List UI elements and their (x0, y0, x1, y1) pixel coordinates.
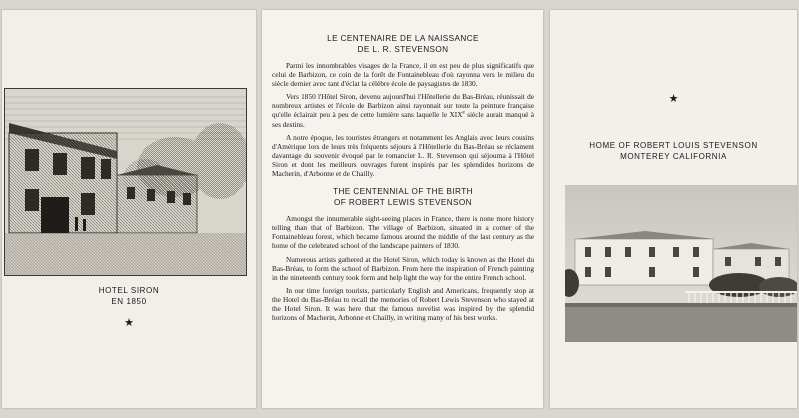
caption-title: HOTEL SIRON (98, 286, 160, 295)
left-panel (2, 10, 256, 408)
star-icon: ★ (124, 317, 134, 329)
french-title (272, 34, 534, 55)
english-title-line1: THE CENTENNIAL OF THE BIRTH (333, 187, 473, 197)
french-paragraph-2-a: Vers 1850 l'Hôtel Siron, devenu aujourd'hui l'Hôtellerie du Bas-Bréau, réunissait de nombreux artistes et l'école de Barbizon ainsi rayonnait sur toute la peinture française qu'elle éclairait peu à peu de cette lumière sans laquelle le XIX (272, 92, 534, 120)
english-paragraph-2: Numerous artists gathered at the Hotel Siron, which today is known as the Hotel du Bas-Bréau, to form the school of Barbizon. From here the inspiration of French painting in the nineteenth century took form and help light the way for the entire French school. (272, 254, 534, 282)
stevenson-home-caption (550, 140, 797, 162)
french-paragraph-3: A notre époque, les touristes étrangers et notamment les Anglais avec leurs cousins d'Amérique lors de leurs très fréquents séjours à l'Hôtellerie du Bas-Bréau se réclament davantage du souvenir évoqué par le romancier L. R. Stevenson qui séjourna à l'Hôtel Siron et dont les meilleurs ouvrages furent inspirés par les splendides horizons de Macherin, d'Arbonne et de Chailly. (272, 132, 534, 179)
superscript-e: e (462, 111, 465, 117)
right-panel (550, 10, 797, 408)
caption-date: EN 1850 (111, 297, 147, 306)
english-paragraph-3: In our time foreign tourists, particularly English and Americans, frequently stop at the Hotel du Bas-Bréau to recall the memories of Robert Lewis Stevenson who stayed at the Hotel Siron. It was here that the famous novelist was inspired by the splendid horizons of Macherin, Arbonne et Chailly, in writing many of his best works. (272, 285, 534, 323)
french-paragraph-1: Parmi les innombrables visages de la France, il en est peu de plus significatifs que celui de Barbizon, ce coin de la forêt de Fontainebleau d'où rayonna vers le milieu du siècle dernier avec tant d'éclat la célèbre école de paysagistes de 1830. (272, 61, 534, 89)
hotel-siron-engraving (4, 88, 247, 276)
text-column (272, 34, 534, 326)
stevenson-house-photo (565, 185, 797, 342)
french-title-line2: DE L. R. STEVENSON (357, 44, 449, 54)
star-icon: ★ (668, 93, 679, 105)
french-paragraph-2 (272, 92, 534, 128)
french-paragraph-2-b: siècle aurait manqué à ses destins. (272, 110, 535, 129)
english-paragraph-1: Amongst the innumerable sight-seeing places in France, there is none more history telling than that of Barbizon. The village of Barbizon, situated in a corner of the Fontainebleau forest, which became famous around the middle of the last century as the home of the celebrated school of the landscape painters of 1830. (272, 214, 534, 251)
caption-location: MONTEREY CALIFORNIA (620, 152, 727, 161)
english-title (272, 187, 534, 208)
french-title-line1: LE CENTENAIRE DE LA NAISSANCE (327, 34, 479, 43)
caption-title: HOME OF ROBERT LOUIS STEVENSON (589, 141, 758, 150)
hotel-siron-caption (2, 285, 256, 307)
middle-panel (262, 10, 543, 408)
english-title-line2: OF ROBERT LEWIS STEVENSON (334, 197, 472, 207)
